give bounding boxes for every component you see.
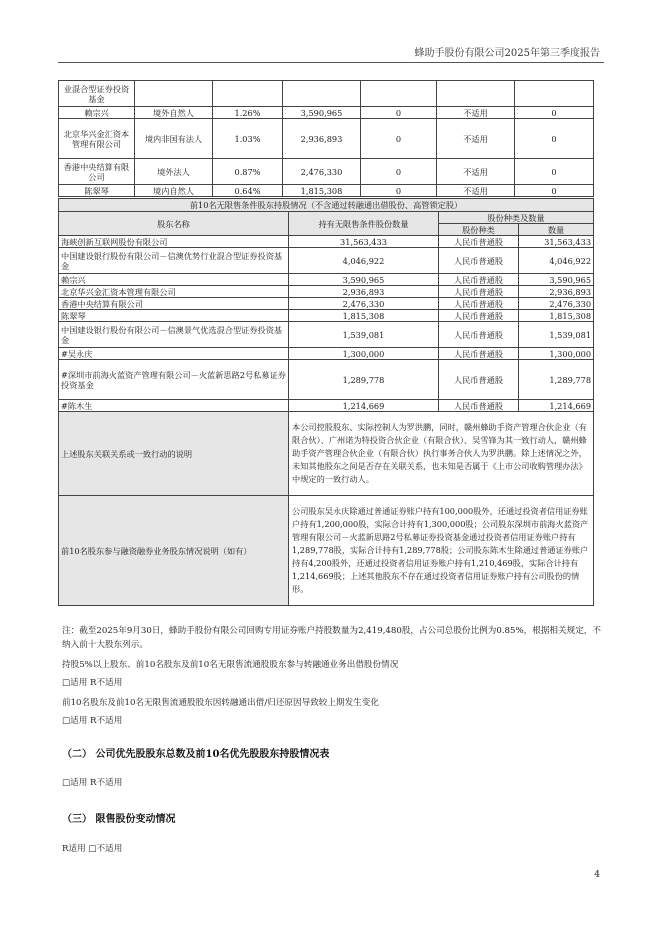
- table-header-row: [59, 212, 594, 224]
- change-section-text: 前10名股东及前10名无限售流通股股东因转融通出借/归还原因导致较上期发生变化: [62, 698, 379, 708]
- related-parties-label: 上述股东关联关系或一致行动的说明: [59, 412, 289, 496]
- applicability-option: □适用 R不适用: [62, 678, 123, 688]
- table-row: #陈木生 1,214,669 人民币普通股 1,214,669: [59, 400, 594, 412]
- applicability-option: □适用 R不适用: [62, 716, 123, 726]
- margin-trading-label: 前10名股东参与融资融券业务股东情况说明（如有）: [59, 496, 289, 606]
- table-row: 赖宗兴 境外自然人 1.26% 3,590,965 0 不适用 0: [59, 107, 594, 119]
- table-row: 海峡创新互联网股份有限公司 31,563,433 人民币普通股 31,563,433: [59, 236, 594, 248]
- table-row: 香港中央结算有限公司 境外法人 0.87% 2,476,330 0 不适用 0: [59, 159, 594, 185]
- table-row: 中国建设银行股份有限公司－信澳优势行业混合型证券投资基金 4,046,922 人民币普通股 4,046,922: [59, 248, 594, 274]
- table-row: 赖宗兴 3,590,965 人民币普通股 3,590,965: [59, 274, 594, 286]
- table-row: 香港中央结算有限公司 2,476,330 人民币普通股 2,476,330: [59, 298, 594, 310]
- table-row: 北京华兴金汇资本管理有限公司 2,936,893 人民币普通股 2,936,893: [59, 286, 594, 298]
- report-header-title: 蜂助手股份有限公司2025年第三季度报告: [414, 48, 600, 59]
- applicability-option: □适用 R不适用: [62, 778, 123, 788]
- shareholder-name: 北京华兴金汇资本管理有限公司: [59, 119, 135, 159]
- column-header-qty: 持有无限售条件股份数量: [289, 212, 439, 236]
- table-row: #深圳市前海火蓝资产管理有限公司－火蓝新思路2号私募证券投资基金 1,289,778 人民币普通股 1,289,778: [59, 360, 594, 400]
- unrestricted-shareholders-table: [58, 198, 594, 606]
- table-title-row: [59, 199, 594, 212]
- page-number: 4: [594, 870, 600, 880]
- shareholder-name: 赖宗兴: [59, 107, 135, 119]
- restricted-shares-heading: （三） 限售股份变动情况: [62, 814, 176, 825]
- table-row: 北京华兴金汇资本管理有限公司 境内非国有法人 1.03% 2,936,893 0 不适用 0: [59, 119, 594, 159]
- table-row: #吴永庆 1,300,000 人民币普通股 1,300,000: [59, 348, 594, 360]
- header-divider: [58, 62, 604, 63]
- table-row: 陈翠琴 境内自然人 0.64% 1,815,308 0 不适用 0: [59, 185, 594, 197]
- shareholder-name: 香港中央结算有限公司: [59, 159, 135, 185]
- applicability-option: R适用 □不适用: [62, 844, 123, 854]
- lending-section-text: 持股5%以上股东、前10名股东及前10名无限售流通股股东参与转融通业务出借股份情况: [62, 660, 399, 670]
- shareholder-name: 陈翠琴: [59, 185, 135, 197]
- related-parties-row: [59, 412, 594, 496]
- table-row: 中国建设银行股份有限公司－信澳景气优选混合型证券投资基金 1,539,081 人民币普通股 1,539,081: [59, 322, 594, 348]
- column-header-name: 股东名称: [59, 212, 289, 236]
- repurchase-note: 注：截至2025年9月30日，蜂助手股份有限公司回购专用证券账户持股数量为2,419,480股，占公司总股份比例为0.85%，根据相关规定，不纳入前十大股东列示。: [62, 626, 601, 650]
- column-header-kind: 股份种类: [439, 224, 519, 236]
- table-row: 陈翠琴 1,815,308 人民币普通股 1,815,308: [59, 310, 594, 322]
- shareholder-name: 业混合型证券投资基金: [59, 81, 135, 107]
- column-header-class: 股份种类及数量: [439, 212, 594, 224]
- margin-trading-text: 公司股东吴永庆除通过普通证券账户持有100,000股外，还通过投资者信用证券账户持有1,200,000股，实际合计持有1,300,000股；公司股东深圳市前海火蓝资产管理有限公司－火蓝新思路2号私募证券投资基金通过投资者信用证券账户持有1,289,778股，实际合计持有1,289,778股；公司股东陈木生除通过普通证券账户持有4,200股外，还通过投资者信用证券账户持有1,210,469股，实际合计持有1,214,669股；上述其他股东不存在通过投资者信用证券账户持有公司股份的情形。: [289, 496, 594, 606]
- table-row: [59, 81, 594, 107]
- unrestricted-table-title: 前10名无限售条件股东持股情况（不含通过转融通出借股份、高管锁定股）: [59, 199, 594, 212]
- related-parties-text: 本公司控股股东、实际控制人为罗洪鹏，同时，赣州蜂助手资产管理合伙企业（有限合伙）、广州诺为特投资合伙企业（有限合伙）、吴雪锋为其一致行动人，赣州蜂助手资产管理合伙企业（有限合伙）执行事务合伙人为罗洪鹏。除上述情况之外，未知其他股东之间是否存在关联关系，也未知是否属于《上市公司收购管理办法》中规定的一致行动人。: [289, 412, 594, 496]
- column-header-num: 数量: [519, 224, 594, 236]
- preferred-shares-heading: （二） 公司优先股股东总数及前10名优先股股东持股情况表: [62, 749, 330, 760]
- top10-shareholders-table-tail: [58, 80, 594, 197]
- margin-trading-row: [59, 496, 594, 606]
